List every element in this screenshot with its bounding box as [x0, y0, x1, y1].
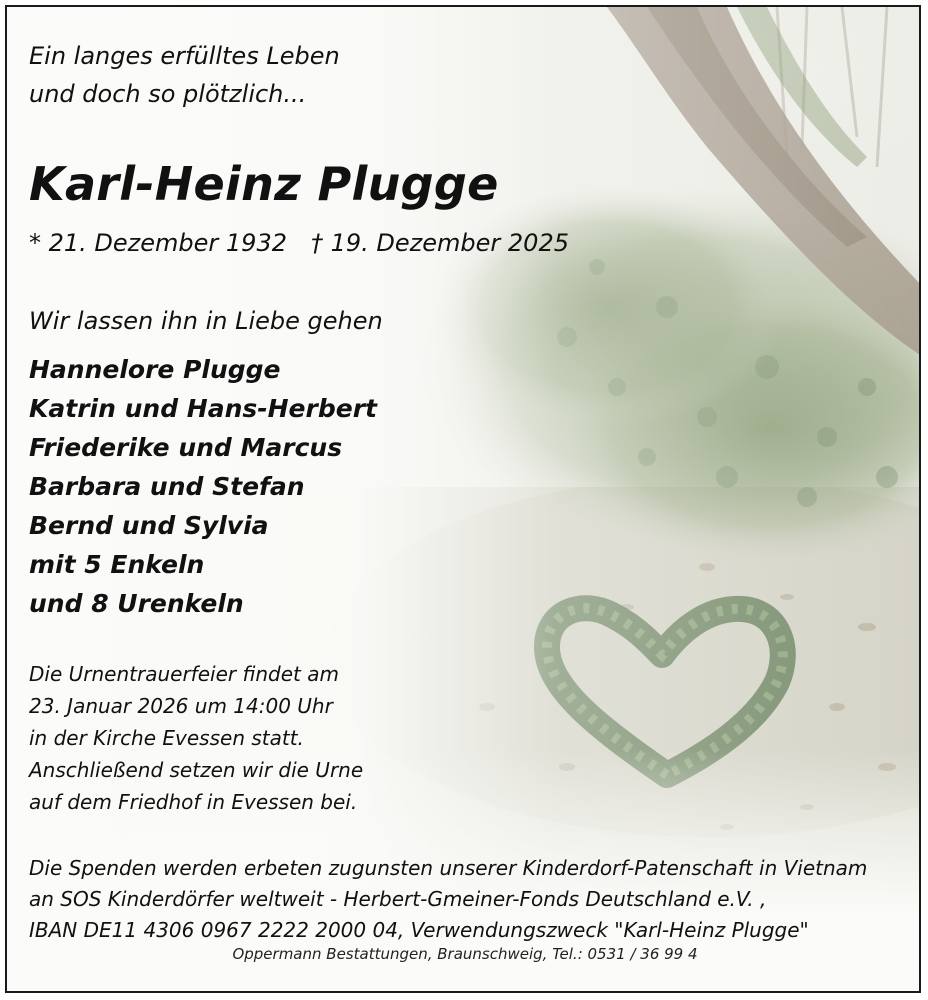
intro-verse: [29, 37, 340, 113]
service-line: Anschließend setzen wir die Urne: [29, 758, 364, 782]
intro-line-2: und doch so plötzlich...: [29, 80, 307, 108]
mourner-name: Katrin und Hans-Herbert: [29, 394, 377, 423]
mourner-name: und 8 Urenkeln: [29, 589, 244, 618]
funeral-home-footer: Oppermann Bestattungen, Braunschweig, Tel.: 0531 / 36 99 4: [232, 945, 698, 963]
mourner-name: Hannelore Plugge: [29, 355, 281, 384]
service-line: Die Urnentrauerfeier findet am: [29, 662, 339, 686]
obituary-notice: [5, 5, 921, 993]
service-line: auf dem Friedhof in Evessen bei.: [29, 790, 358, 814]
service-info: [29, 658, 363, 818]
life-dates: [29, 229, 569, 257]
mourners-list: [29, 350, 377, 623]
donation-info: [29, 853, 867, 946]
deceased-name: Karl-Heinz Plugge: [29, 157, 499, 211]
donation-line: Die Spenden werden erbeten zugunsten unserer Kinderdorf-Patenschaft in Vietnam: [29, 856, 868, 880]
mourner-name: Friederike und Marcus: [29, 433, 343, 462]
mourners-lead: Wir lassen ihn in Liebe gehen: [29, 307, 383, 335]
donation-line: an SOS Kinderdörfer weltweit - Herbert-Gmeiner-Fonds Deutschland e.V. ,: [29, 887, 767, 911]
mourner-name: mit 5 Enkeln: [29, 550, 205, 579]
service-line: 23. Januar 2026 um 14:00 Uhr: [29, 694, 333, 718]
donation-line: IBAN DE11 4306 0967 2222 2000 04, Verwendungszweck "Karl-Heinz Plugge": [29, 918, 809, 942]
birth-date: * 21. Dezember 1932: [29, 229, 287, 257]
intro-line-1: Ein langes erfülltes Leben: [29, 42, 340, 70]
mourner-name: Bernd und Sylvia: [29, 511, 269, 540]
mourner-name: Barbara und Stefan: [29, 472, 305, 501]
service-line: in der Kirche Evessen statt.: [29, 726, 304, 750]
death-date: † 19. Dezember 2025: [311, 229, 569, 257]
